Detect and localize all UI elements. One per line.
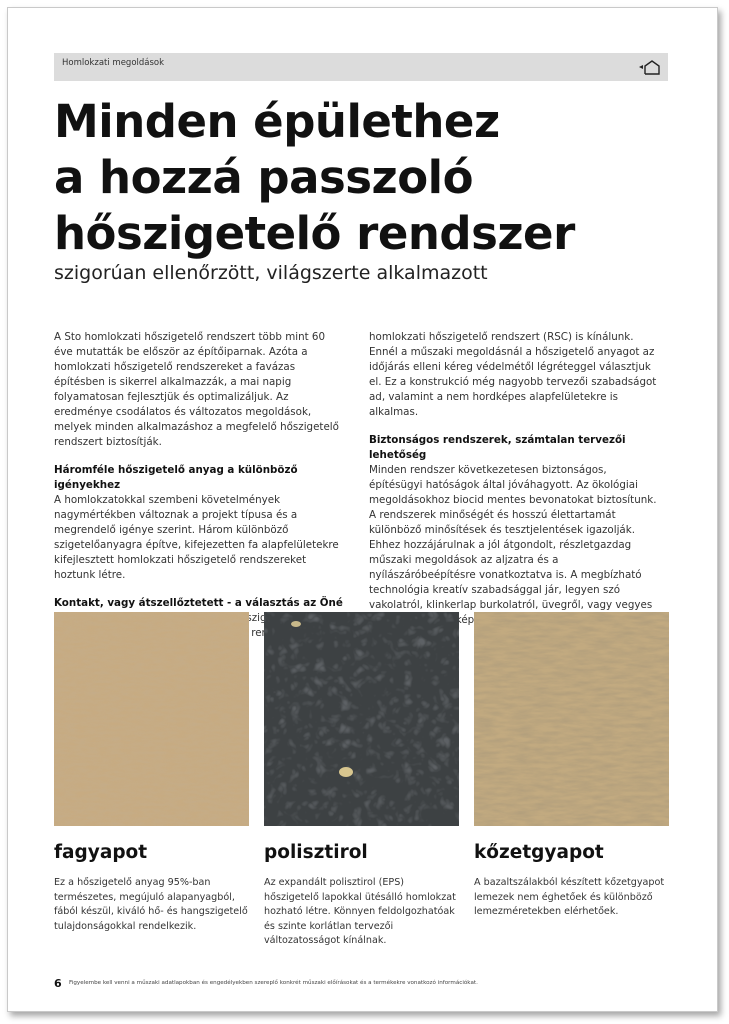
section-heading: Biztonságos rendszerek, számtalan tervezői lehetőség xyxy=(369,434,626,461)
right-column xyxy=(369,330,659,641)
title-line-2: a hozzá passzoló xyxy=(54,151,473,204)
title-line-3: hőszigetelő rendszer xyxy=(54,207,575,260)
page-subtitle: szigorúan ellenőrzött, világszerte alkalmazott xyxy=(54,262,488,284)
section-heading: Kontakt, vagy átszellőztetett - a választás az Öné xyxy=(54,597,343,609)
rock-wool-photo xyxy=(474,612,669,826)
material-text-wood-wool: Ez a hőszigetelő anyag 95%-ban természetes, megújuló alapanyagból, fából készül, kiváló hő- és hangszigetelő tulajdonságokkal rendelkezik. xyxy=(54,877,248,932)
document-page xyxy=(7,7,718,1012)
polystyrene-photo xyxy=(264,612,459,826)
page-number: 6 xyxy=(54,977,62,990)
section-label: Homlokzati megoldások xyxy=(62,58,165,68)
section-body: A homlokzatokkal szembeni követelmények nagymértékben változnak a projekt típusa és a megrendelő igénye szerint. Három különböző szigetelőanyagra építve, kifejezetten fa alapfelületekre kifejlesztett homlokzati hőszigetelő rendszereket hoztunk létre. xyxy=(54,494,339,581)
section-safety xyxy=(369,433,659,628)
material-title-wood-wool: fagyapot xyxy=(54,842,148,863)
footer-note: Figyelembe kell venni a műszaki adatlapokban és engedélyekben szereplő konkrét műszaki előírásokat és a termékekre vonatkozó információkat. xyxy=(69,980,478,986)
title-line-1: Minden épülethez xyxy=(54,95,500,148)
wood-wool-photo xyxy=(54,612,249,826)
intro-paragraph: A Sto homlokzati hőszigetelő rendszert több mint 60 éve mutatták be először az építőiparnak. Azóta a homlokzati hőszigetelő rendszereket a favázas építésben is sikerrel alkalmazzák, a mai napig folyamatosan fejlesztjük és optimalizáljuk. Az eredménye csodálatos és változatos megoldások, melyek minden alkalmazáshoz a megfelelő hőszigetelő rendszert biztosítják. xyxy=(54,331,339,448)
page-title xyxy=(54,94,674,262)
material-text-polystyrene: Az expandált polisztirol (EPS) hőszigetelő lapokkal ütésálló homlokzat hozható létre. Könnyen feldolgozhatóak és szinte korlátlan tervezői változatosságot kínálnak. xyxy=(264,877,456,946)
section-body: Minden rendszer következetesen biztonságos, építésügyi hatóságok által jóváhagyott. Az ökológiai megoldásokhoz biocid mentes bevonatokat biztosítunk. A rendszerek minőségét és hosszú élettartamát különböző minősítések és tesztjelentések igazolják. Ehhez hozzájárulnak a jól átgondolt, részletgazdag műszaki megoldások az aljzatra és a nyílászáróbeépítésre vonatkoztatva is. A megbízható technológia kreatív szabadsággal jár, legyen szó vakolatról, klinkerlap burkolatról, üvegről, vagy vegyes xyxy=(369,464,657,611)
home-icon[interactable] xyxy=(638,59,660,75)
continued-paragraph: homlokzati hőszigetelő rendszert (RSC) is kínálunk. Ennél a műszaki megoldásnál a hőszigetelő anyagot az időjárás elleni kéreg védelmétől légréteggel választjuk el. Ez a konstrukció még nagyobb tervezői szabadságot ad, valamint a nem hordképes alapfelületekre is alkalmas. xyxy=(369,331,657,418)
material-title-polystyrene: polisztirol xyxy=(264,842,368,863)
section-insulation xyxy=(54,463,344,583)
section-heading: Háromféle hőszigetelő anyag a különböző igényekhez xyxy=(54,464,298,491)
section-header-bar xyxy=(54,53,668,81)
material-text-rock-wool: A bazaltszálakból készített kőzetgyapot lemezek nem éghetőek és különböző lemezméretekben elérhetőek. xyxy=(474,877,665,917)
material-title-rock-wool: kőzetgyapot xyxy=(474,842,604,863)
section-body: hőszigetelő xyxy=(233,612,293,624)
